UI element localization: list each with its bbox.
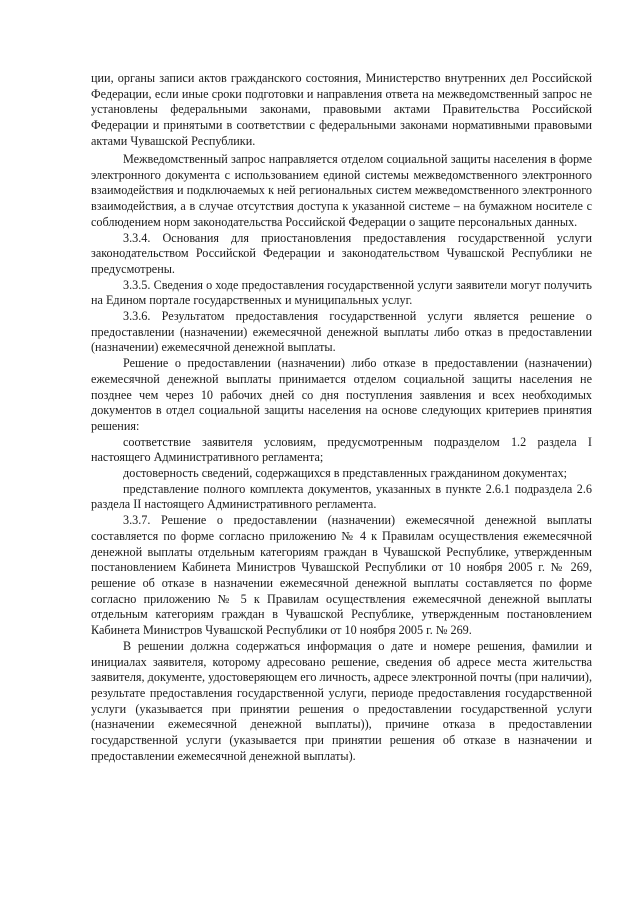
paragraph-interagency-request: Межведомственный запрос направляется отделом социальной защиты населения в форме электронного документа с использованием единой системы межведомственного электронного взаимодействия и подключаемых к ней региональных систем межведомственного электронного взаимодействия, а в случае отсутствия доступа к указанной системе – на бумажном носителе с соблюдением норм законодательства Российской Федерации о защите персональных данных. <box>91 152 592 229</box>
paragraph-3-3-7: 3.3.7. Решение о предоставлении (назначении) ежемесячной денежной выплаты составляется по форме согласно приложению № 4 к Правилам осуществления ежемесячной денежной выплаты отдельным категориям граждан в Чувашской Республике, утвержденным постановлением Кабинета Министров Чувашской Республики от 10 ноября 2005 г. № 269, решение об отказе в назначении ежемесячной денежной выплаты составляется по форме согласно приложению № 5 к Правилам осуществления ежемесячной денежной выплаты отдельным категориям граждан в Чувашской Республике, утвержденным постановлением Кабинета Министров Чувашской Республики от 10 ноября 2005 г. № 269. <box>91 513 592 638</box>
criterion-completeness: представление полного комплекта документов, указанных в пункте 2.6.1 подраздела 2.6 раздела II настоящего Административного регламента. <box>91 481 592 512</box>
paragraph-3-3-5: 3.3.5. Сведения о ходе предоставления государственной услуги заявители могут получить на Едином портале государственных и муниципальных услуг. <box>91 277 592 308</box>
criterion-compliance: соответствие заявителя условиям, предусмотренным подразделом 1.2 раздела I настоящего Административного регламента; <box>91 434 592 465</box>
paragraph-3-3-6: 3.3.6. Результатом предоставления государственной услуги является решение о предоставлении (назначении) ежемесячной денежной выплаты либо отказ в предоставлении (назначении) ежемесячной денежной выплаты. <box>91 309 592 355</box>
criterion-reliability: достоверность сведений, содержащихся в представленных гражданином документах; <box>123 466 568 481</box>
paragraph-decision-criteria: Решение о предоставлении (назначении) либо отказе в предоставлении (назначении) ежемесячной денежной выплаты принимается отделом социальной защиты населения не позднее чем через 10 рабочих дней со дня поступления заявления и всех необходимых документов в отдел социальной защиты населения на основе следующих критериев принятия решения: <box>91 356 592 433</box>
paragraph-decision-content: В решении должна содержаться информация о дате и номере решения, фамилии и инициалах заявителя, которому адресовано решение, сведения об адресе места жительства заявителя, документе, удостоверяющем его личность, адресе электронной почты (при наличии), результате предоставления государственной услуги, периоде предоставления государственной услуги (указывается при принятии решения о предоставлении государственной услуги (назначении ежемесячной денежной выплаты)), причине отказа в предоставлении государственной услуги (указывается при принятии решения об отказе в назначении и предоставлении ежемесячной денежной выплаты). <box>91 638 592 763</box>
document-page <box>91 71 592 764</box>
paragraph-continuation: ции, органы записи актов гражданского состояния, Министерство внутренних дел Российской Федерации, если иные сроки подготовки и направления ответа на межведомственный запрос не установлены федеральными законами, правовыми актами Правительства Российской Федерации и принятыми в соответствии с федеральными законами нормативными правовыми актами Чувашской Республики. <box>91 71 592 148</box>
paragraph-3-3-4: 3.3.4. Основания для приостановления предоставления государственной услуги законодательством Российской Федерации и законодательством Чувашской Республики не предусмотрены. <box>91 230 592 276</box>
